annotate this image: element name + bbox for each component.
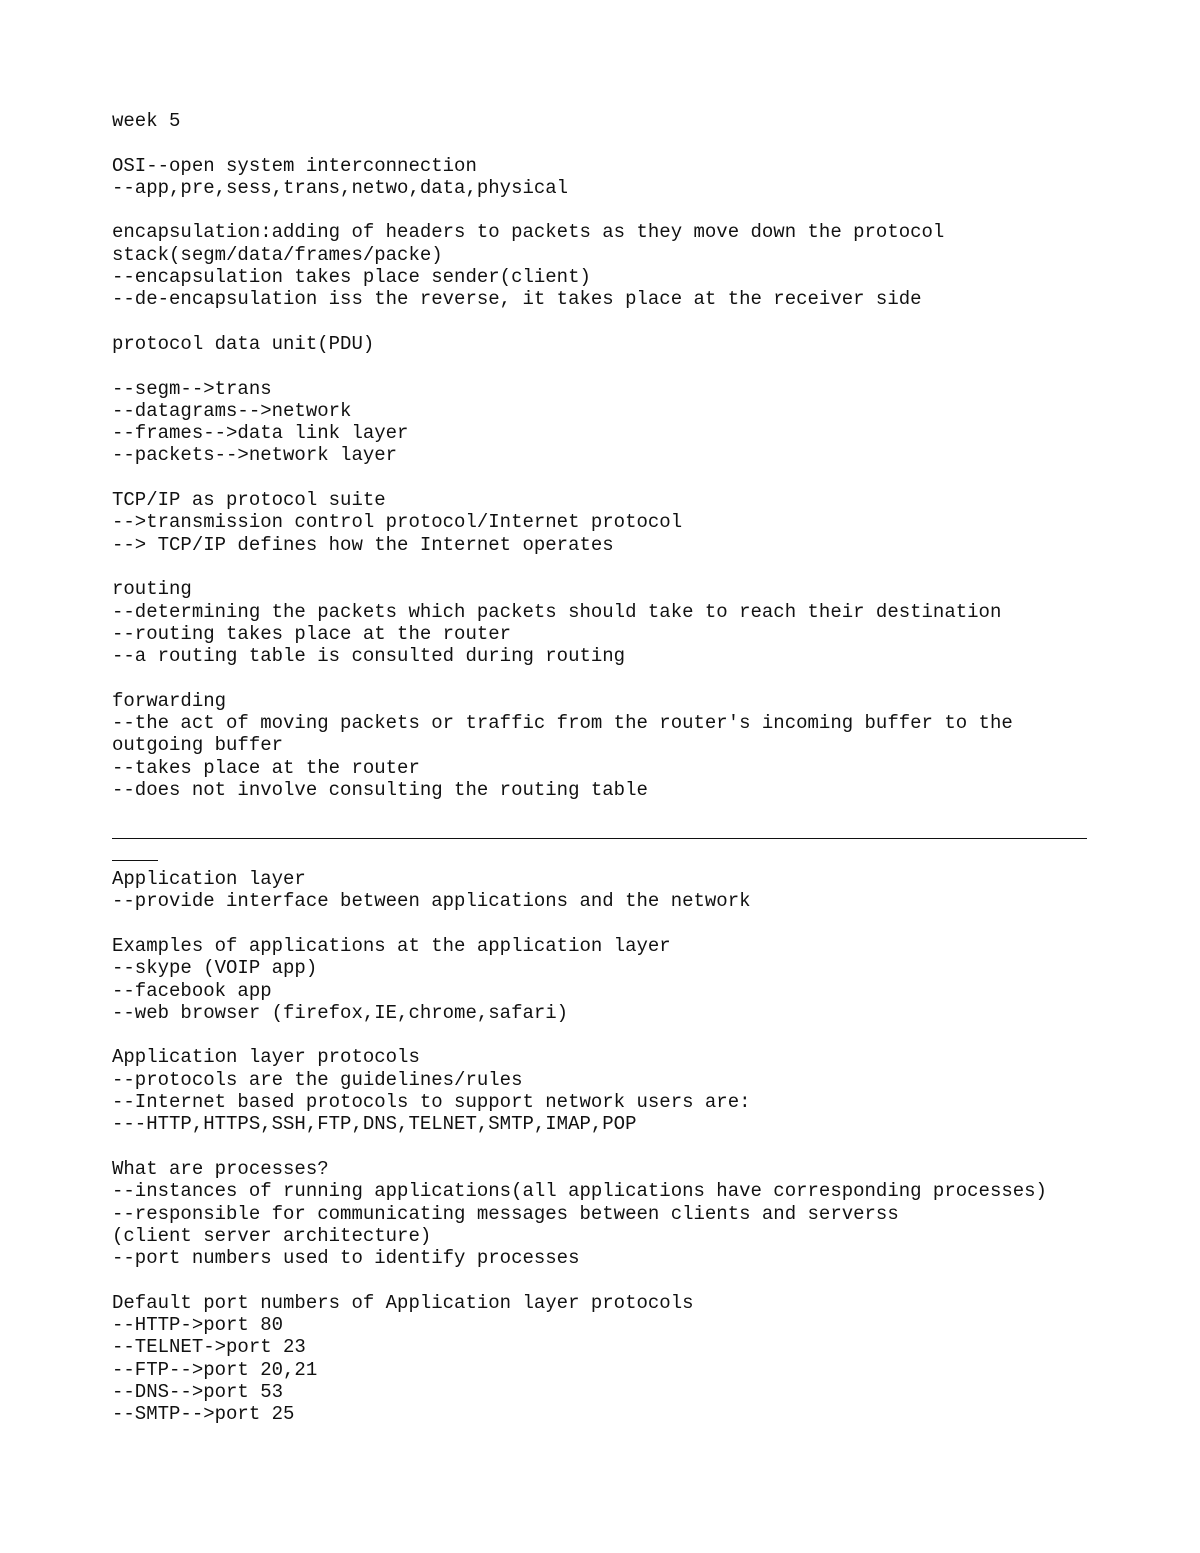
section-divider: [112, 824, 1102, 846]
pdu-item: --frames-->data link layer: [112, 422, 409, 445]
processes-title: What are processes?: [112, 1157, 329, 1180]
spacer: [112, 199, 1102, 221]
spacer: [112, 556, 1102, 578]
pdu-item: --packets-->network layer: [112, 444, 398, 467]
examples-item: --facebook app: [112, 979, 272, 1002]
tcpip-title: TCP/IP as protocol suite: [112, 489, 386, 512]
processes-item: --port numbers used to identify processes: [112, 1247, 580, 1270]
examples-item: --web browser (firefox,IE,chrome,safari): [112, 1001, 569, 1024]
encapsulation-line: encapsulation:adding of headers to packets as they move down the protocol: [112, 221, 945, 244]
spacer: [112, 132, 1102, 154]
processes-item: --responsible for communicating messages between clients and serverss: [112, 1202, 899, 1225]
forwarding-item: --takes place at the router: [112, 756, 420, 779]
forwarding-item: --the act of moving packets or traffic from the router's incoming buffer to the: [112, 712, 1013, 735]
tcpip-item: -->transmission control protocol/Internet protocol: [112, 511, 683, 534]
forwarding-item: outgoing buffer: [112, 734, 284, 757]
notes-body: [112, 110, 1102, 1426]
spacer: [112, 311, 1102, 333]
forwarding-title: forwarding: [112, 689, 227, 712]
spacer: [112, 1024, 1102, 1046]
week-heading: week 5: [112, 110, 181, 132]
spacer: [112, 467, 1102, 489]
routing-item: --routing takes place at the router: [112, 622, 512, 645]
protocols-item: --Internet based protocols to support network users are:: [112, 1091, 751, 1114]
pdu-title: protocol data unit(PDU): [112, 332, 375, 355]
spacer: [112, 667, 1102, 689]
spacer: [112, 913, 1102, 935]
protocols-title: Application layer protocols: [112, 1046, 420, 1069]
ports-item: --FTP-->port 20,21: [112, 1358, 318, 1381]
osi-title: OSI--open system interconnection: [112, 154, 477, 177]
ports-item: --HTTP->port 80: [112, 1314, 284, 1337]
forwarding-item: --does not involve consulting the routing table: [112, 778, 648, 801]
routing-item: --determining the packets which packets should take to reach their destination: [112, 600, 1002, 623]
pdu-item: --segm-->trans: [112, 377, 272, 400]
examples-title: Examples of applications at the application layer: [112, 934, 671, 957]
protocols-item: --protocols are the guidelines/rules: [112, 1068, 523, 1091]
spacer: [112, 1136, 1102, 1158]
encapsulation-line: stack(segm/data/frames/packe): [112, 243, 443, 266]
app-layer-desc: --provide interface between applications and the network: [112, 890, 751, 913]
ports-item: --TELNET->port 23: [112, 1336, 306, 1359]
tcpip-item: --> TCP/IP defines how the Internet operates: [112, 533, 614, 556]
osi-layers: --app,pre,sess,trans,netwo,data,physical: [112, 176, 569, 199]
encapsulation-line: --encapsulation takes place sender(client): [112, 266, 591, 289]
protocols-item: ---HTTP,HTTPS,SSH,FTP,DNS,TELNET,SMTP,IMAP,POP: [112, 1113, 637, 1136]
spacer: [112, 1269, 1102, 1291]
section-divider-tail: [112, 846, 1102, 868]
app-layer-title: Application layer: [112, 868, 306, 891]
ports-item: --SMTP-->port 25: [112, 1403, 295, 1426]
examples-item: --skype (VOIP app): [112, 957, 318, 980]
pdu-item: --datagrams-->network: [112, 399, 352, 422]
processes-item: --instances of running applications(all applications have corresponding processes): [112, 1180, 1047, 1203]
spacer: [112, 355, 1102, 377]
processes-item: (client server architecture): [112, 1224, 432, 1247]
routing-title: routing: [112, 578, 192, 601]
ports-item: --DNS-->port 53: [112, 1380, 284, 1403]
ports-title: Default port numbers of Application layer protocols: [112, 1291, 694, 1314]
encapsulation-line: --de-encapsulation iss the reverse, it takes place at the receiver side: [112, 288, 922, 311]
routing-item: --a routing table is consulted during routing: [112, 645, 626, 668]
